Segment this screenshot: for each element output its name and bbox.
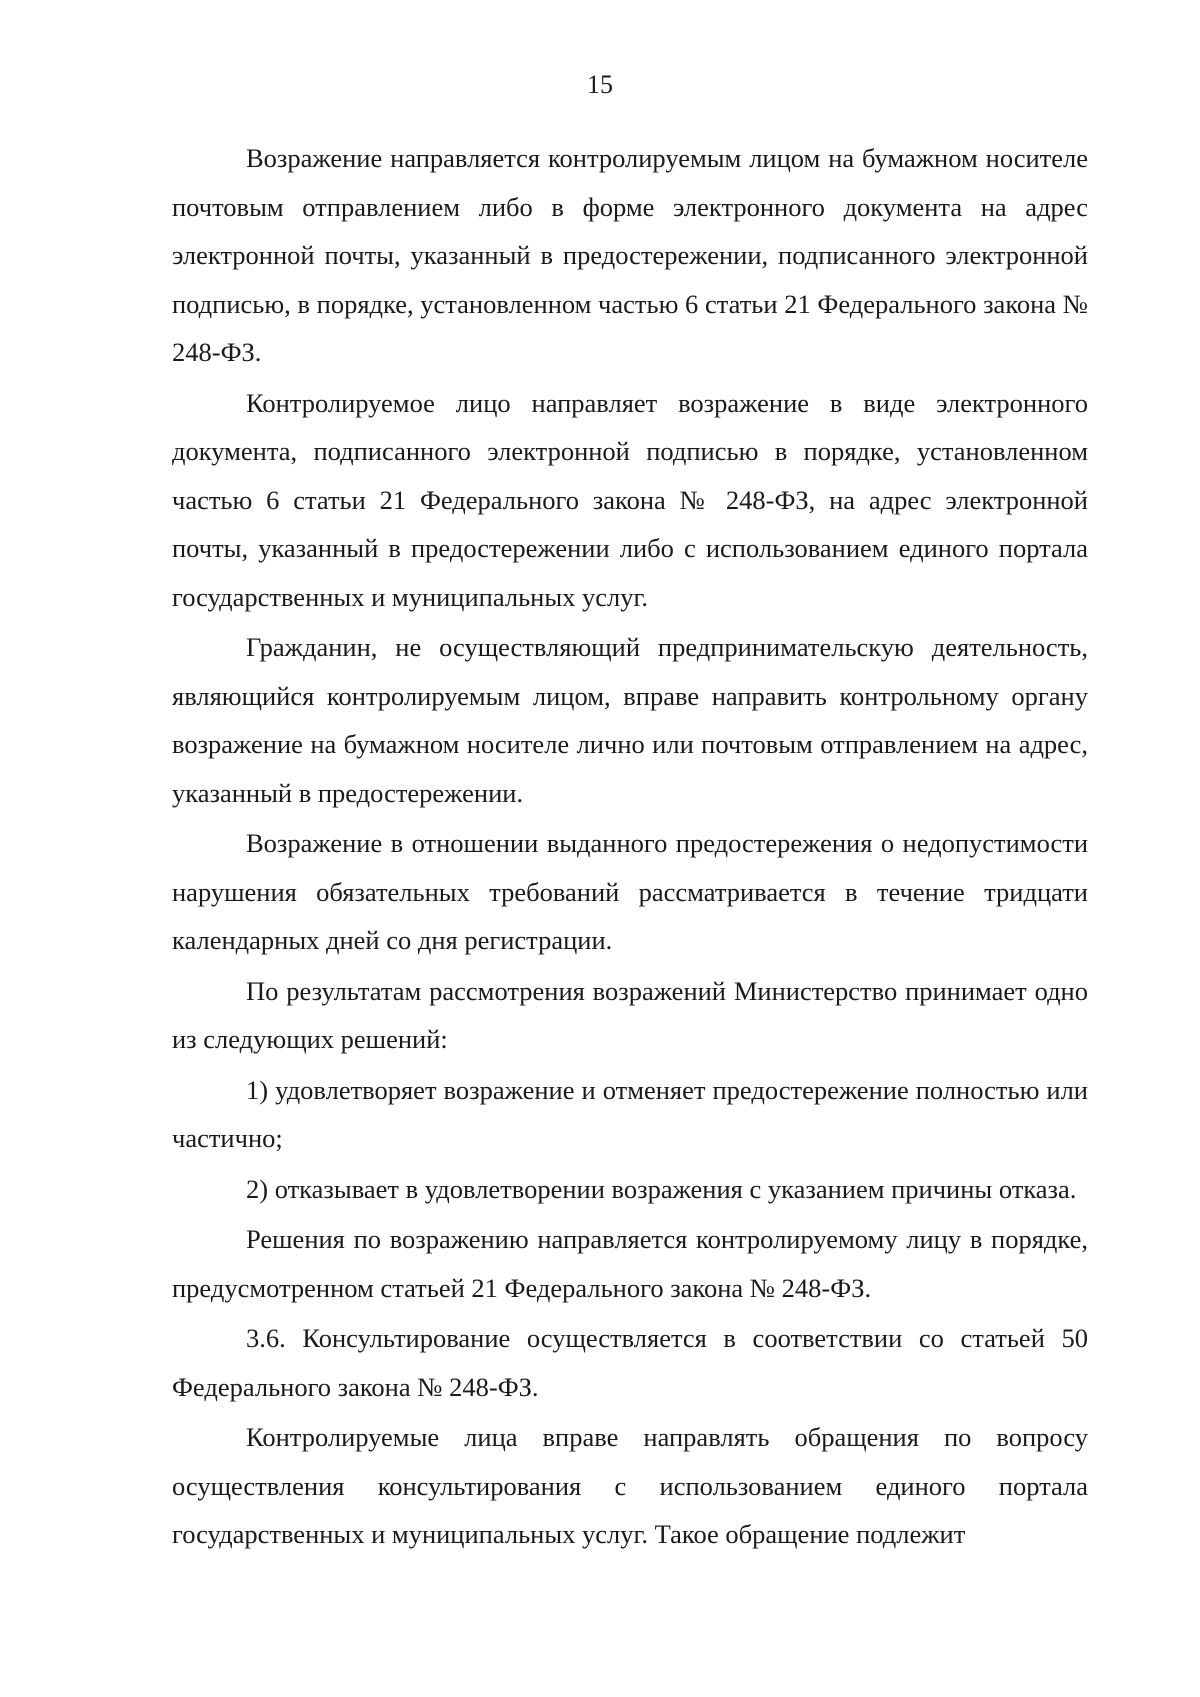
paragraph-section-3-6: 3.6. Консультирование осуществляется в соответствии со статьей 50 Федерального закона № 248-ФЗ. bbox=[172, 1323, 1088, 1402]
paragraph-decision-2: 2) отказывает в удовлетворении возражения с указанием причины отказа. bbox=[246, 1173, 1077, 1204]
paragraph-objection-review-period: Возражение в отношении выданного предостережения о недопустимости нарушения обязательных требований рассматривается в течение тридцати календарных дней со дня регистрации. bbox=[172, 828, 1088, 955]
page-number: 15 bbox=[587, 70, 613, 99]
paragraph-objection-submission: Возражение направляется контролируемым лицом на бумажном носителе почтовым отправлением либо в форме электронного документа на адрес электронной почты, указанный в предостережении, подписанного электронной подписью, в порядке, установленном частью 6 статьи 21 Федерального закона № 248-ФЗ. bbox=[172, 143, 1088, 367]
document-body bbox=[172, 134, 1088, 1559]
paragraph-decision-delivery: Решения по возражению направляется контролируемому лицу в порядке, предусмотренном статьей 21 Федерального закона № 248-ФЗ. bbox=[172, 1224, 1088, 1303]
paragraph-decision-1: 1) удовлетворяет возражение и отменяет предостережение полностью или частично; bbox=[172, 1074, 1088, 1153]
paragraph-electronic-objection: Контролируемое лицо направляет возражение в виде электронного документа, подписанного электронной подписью в порядке, установленном частью 6 статьи 21 Федерального закона № 248-ФЗ, на адрес электронной почты, указанный в предостережении либо с использованием единого портала государственных и муниципальных услуг. bbox=[172, 387, 1088, 612]
paragraph-consultation-requests: Контролируемые лица вправе направлять обращения по вопросу осуществления консультирования с использованием единого портала государственных и муниципальных услуг. Такое обращение подлежит bbox=[172, 1422, 1088, 1549]
paragraph-citizen-objection: Гражданин, не осуществляющий предпринимательскую деятельность, являющийся контролируемым лицом, вправе направить контрольному органу возражение на бумажном носителе лично или почтовым отправлением на адрес, указанный в предостережении. bbox=[172, 632, 1088, 808]
paragraph-review-decisions: По результатам рассмотрения возражений Министерство принимает одно из следующих решений: bbox=[172, 975, 1088, 1054]
